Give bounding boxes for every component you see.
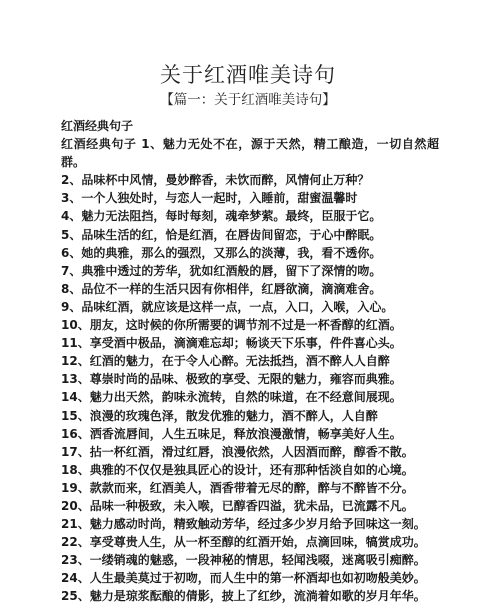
- quote-line: 5、品味生活的红，恰是红酒，在唇齿间留恋，于心中醉眠。: [61, 227, 382, 242]
- quote-line: 3、一个人独处时，与恋人一起时，入睡前，甜蜜温馨时: [61, 191, 358, 206]
- quote-line: 6、她的典雅，那么的强烈，又那么的淡薄，我，看不透你。: [61, 245, 382, 260]
- quote-line: 2、品味杯中风情，曼妙醉香，未饮而醉，风情何止万种？: [61, 173, 370, 188]
- section-heading: 红酒经典句子: [61, 119, 134, 133]
- quote-line: 17、拈一杯红酒，滑过红唇，浪漫依然，人因酒而醉，醇香不散。: [61, 444, 414, 459]
- quote-line: 18、典雅的不仅仅是独具匠心的设计，还有那种恬淡自如的心境。: [61, 462, 414, 477]
- quote-line: 19、款款而来，红酒美人，酒香带着无尽的醉，醉与不醉皆不分。: [61, 480, 414, 495]
- quote-line: 7、典雅中透过的芳华，犹如红酒般的唇，留下了深情的吻。: [61, 263, 382, 278]
- quote-line: 20、品味一种极致，未入喉，已醇香四溢，犹未品，已流露不凡。: [61, 498, 414, 513]
- section-subtitle: 【篇一：关于红酒唯美诗句】: [160, 92, 336, 108]
- quote-line: 11、享受酒中极品，滴滴难忘却；畅谈天下乐事，件件喜心头。: [61, 336, 402, 351]
- intro-paragraph: 红酒经典句子 1、魅力无处不在，源于天然，精工酿造，一切自然超群。: [61, 137, 439, 170]
- document-body: [61, 117, 439, 606]
- quote-line: 25、魅力是琼浆酝酿的倩影，披上了红纱，流淌着如歌的岁月年华。: [61, 589, 426, 604]
- quote-line: 15、浪漫的玫瑰色泽，散发优雅的魅力，酒不醉人，人自醉: [61, 408, 378, 423]
- quote-line: 14、魅力出天然，韵味永流转，自然的味道，在不经意间展现。: [61, 390, 402, 405]
- quote-line: 16、洒香流唇间，人生五味足，释放浪漫激情，畅享美好人生。: [61, 426, 402, 441]
- quote-line: 23、一缕销魂的魅惑，一段神秘的情思，轻闻浅啜，迷离吸引痴醉。: [61, 553, 426, 568]
- quote-line: 8、品位不一样的生活只因有你相伴，红唇欲滴，滴滴难舍。: [61, 281, 382, 296]
- page-title: 关于红酒唯美诗句: [160, 63, 336, 87]
- quote-line: 12、红酒的魅力，在于令人心醉。无法抵挡，酒不醉人人自醉: [61, 354, 390, 369]
- quote-line: 24、人生最美莫过于初吻，而人生中的第一杯酒却也如初吻般美妙。: [61, 571, 426, 586]
- quote-line: 21、魅力感动时尚，精致触动芳华，经过多少岁月给予回味这一刻。: [61, 517, 426, 532]
- quote-line: 22、享受尊贵人生，从一杯至醇的红酒开始，点滴回味，犒赏成功。: [61, 535, 426, 550]
- quote-line: 13、尊崇时尚的品味、极致的享受、无限的魅力，雍容而典雅。: [61, 372, 402, 387]
- quote-line: 10、朋友，这时候的你所需要的调节剂不过是一杯香醇的红酒。: [61, 318, 402, 333]
- quote-line: 4、魅力无法阻挡，每时每刻，魂牵梦萦。最终，臣服于它。: [61, 209, 382, 224]
- quote-line: 9、品味红酒，就应该是这样一点，一点，入口，入喉，入心。: [61, 299, 394, 314]
- quote-list: [61, 171, 439, 605]
